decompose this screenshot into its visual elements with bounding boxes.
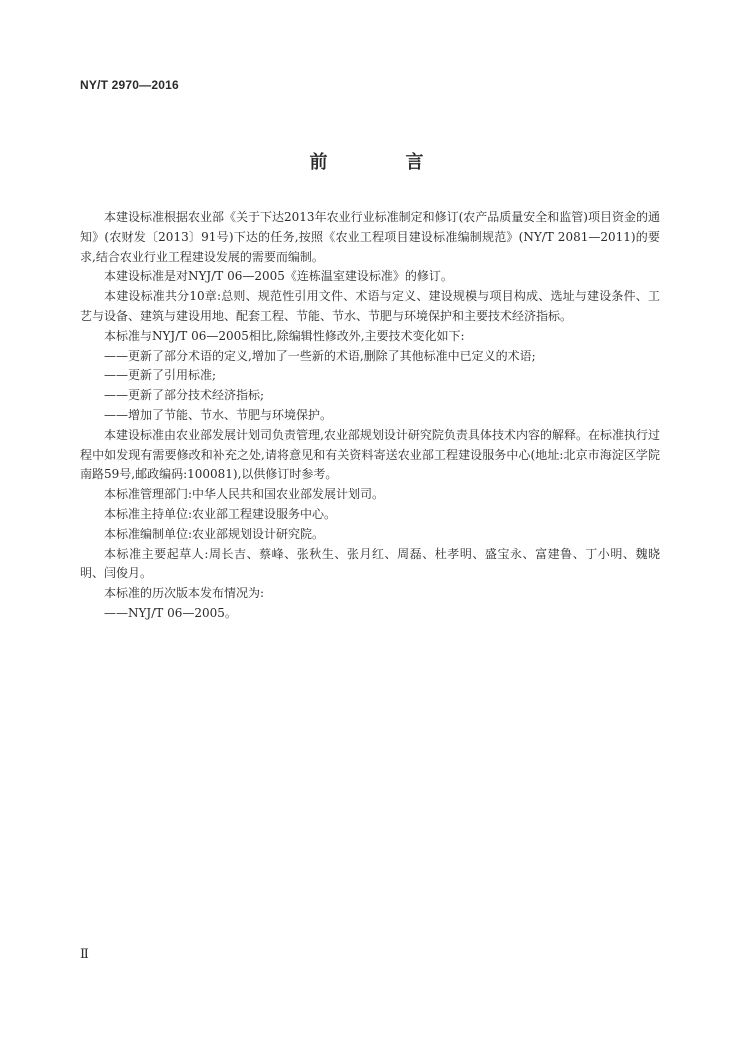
history-item: ——NYJ/T 06—2005。	[104, 605, 237, 620]
page-title: 前 言	[309, 152, 454, 173]
paragraph-drafting-unit: 本标准编制单位:农业部规划设计研究院。	[104, 526, 325, 541]
page-number: Ⅱ	[80, 947, 89, 962]
paragraph-basis: 本建设标准根据农业部《关于下达2013年农业行业标准制定和修订(农产品质量安全和监管)项目资金的通知》(农财发〔2013〕91号)下达的任务,按照《农业工程项目建设标准编制规范》(NY/T 2081—2011)的要求,结合农业行业工程建设发展的需要而编制。	[80, 210, 660, 264]
paragraph-changes-intro: 本标准与NYJ/T 06—2005相比,除编辑性修改外,主要技术变化如下:	[104, 328, 465, 343]
change-item-terms: ——更新了部分术语的定义,增加了一些新的术语,删除了其他标准中已定义的术语;	[104, 348, 536, 363]
paragraph-history-intro: 本标准的历次版本发布情况为:	[104, 586, 265, 601]
paragraph-host-unit: 本标准主持单位:农业部工程建设服务中心。	[104, 506, 337, 521]
paragraph-chapters: 本建设标准共分10章:总则、规范性引用文件、术语与定义、建设规模与项目构成、选址与建设条件、工艺与设备、建筑与建设用地、配套工程、节能、节水、节肥与环境保护和主要技术经济指标。	[80, 289, 660, 323]
paragraph-revision: 本建设标准是对NYJ/T 06—2005《连栋温室建设标准》的修订。	[104, 269, 453, 284]
change-item-environment: ——增加了节能、节水、节肥与环境保护。	[104, 407, 333, 422]
foreword-body	[80, 208, 660, 624]
paragraph-drafters: 本标准主要起草人:周长吉、蔡峰、张秋生、张月红、周磊、杜孝明、盛宝永、富建鲁、丁小明、魏晓明、闫俊月。	[80, 546, 660, 581]
change-item-indicators: ——更新了部分技术经济指标;	[104, 388, 265, 403]
paragraph-managing-dept: 本标准管理部门:中华人民共和国农业部发展计划司。	[104, 487, 385, 502]
paragraph-management: 本建设标准由农业部发展计划司负责管理,农业部规划设计研究院负责具体技术内容的解释。在标准执行过程中如发现有需要修改和补充之处,请将意见和有关资料寄送农业部工程建设服务中心(地址:北京市海淀区学院南路59号,邮政编码:100081),以供修订时参考。	[80, 427, 660, 482]
standard-code: NY/T 2970—2016	[80, 78, 179, 92]
change-item-references: ——更新了引用标准;	[104, 368, 217, 383]
